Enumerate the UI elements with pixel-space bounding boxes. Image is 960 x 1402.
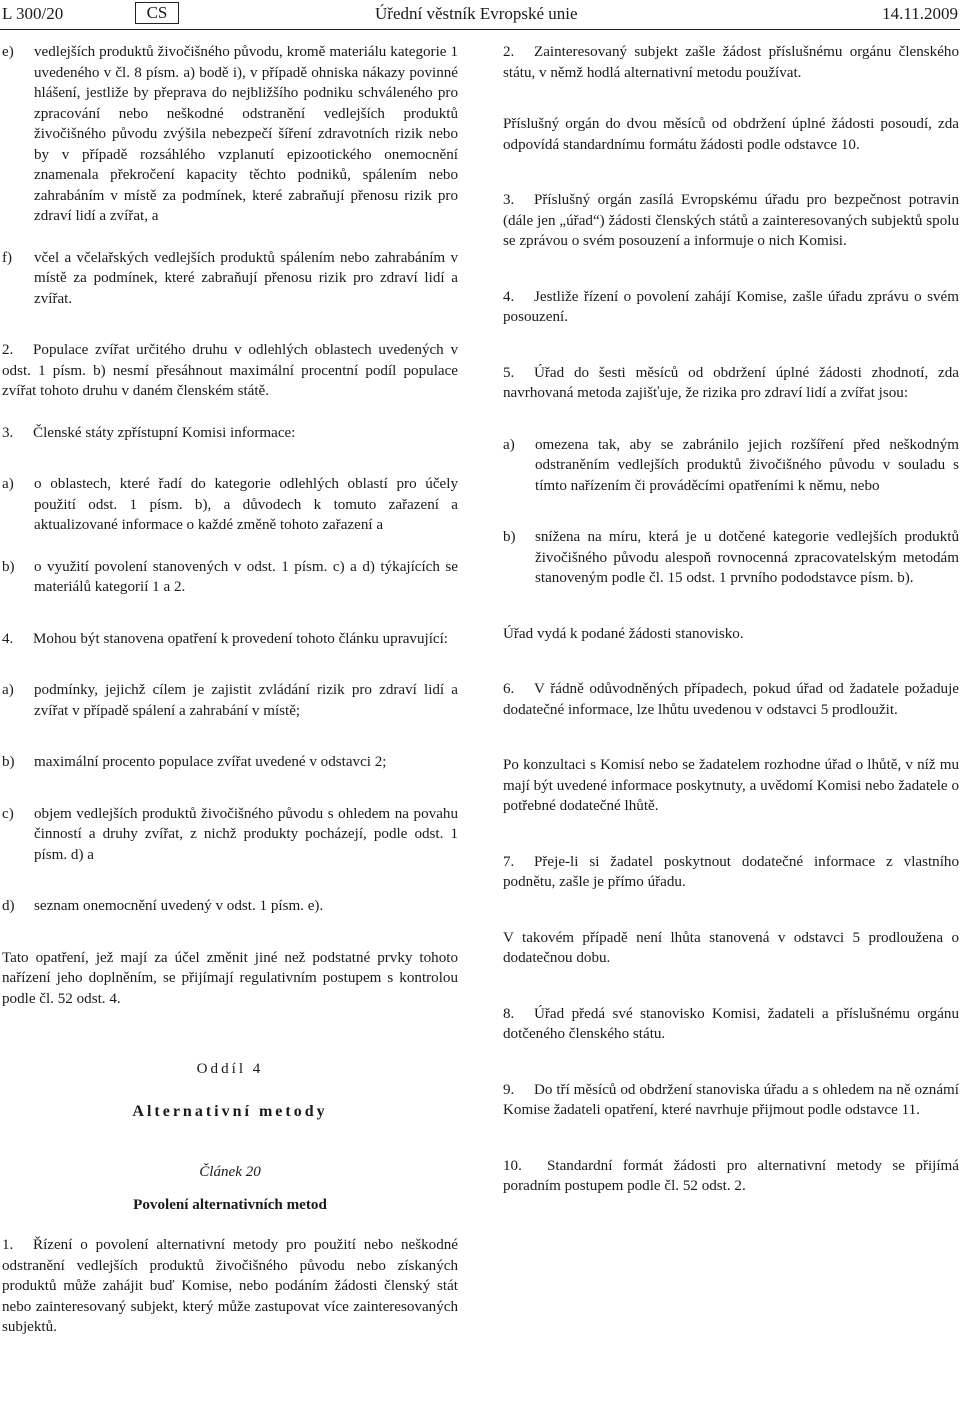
paragraph-1 (2, 1235, 458, 1338)
item-text: objem vedlejších produktů živočišného původu s ohledem na povahu činností a druhy zvířat, z nichž produkty pocházejí, podle odst. 1 písm. d) a (34, 805, 458, 863)
item-label: d) (2, 898, 15, 914)
item-text: podmínky, jejichž cílem je zajistit zvládání rizik pro zdraví lidí a zvířat v případě spálení a zahrabání v místě; (34, 682, 458, 719)
item-label: a) (2, 682, 14, 698)
closing-paragraph: Tato opatření, jež mají za účel změnit jiné než podstatné prvky tohoto nařízení jeho doplněním, se přijímají regulativním postupem s kontrolou podle čl. 52 odst. 4. (2, 949, 458, 1007)
paragraph-number: 1. (2, 1237, 14, 1253)
paragraph-number: 2. (503, 44, 515, 60)
list-item-4c (2, 804, 458, 866)
paragraph-number: 4. (2, 630, 14, 647)
paragraph-number: 10. (503, 1157, 522, 1174)
list-item-3b (2, 557, 458, 598)
paragraph-9 (503, 1080, 959, 1121)
item-text: vedlejších produktů živočišného původu, kromě materiálu kategorie 1 uvedeného v čl. 8 písm. a) bodě i), v případě ohniska nákazy povinné hlášení, jestliže by přeprava do nejbližšího podniku schváleného pro zpracování nebo neškodné odstranění vedlejších produktů živočišného původu zvýšila nebezpečí šíření zdravotních rizik nebo by v případě rozsáhlého vzplanutí epizootického onemocnění znamenala překročení kapacity těchto podniků, spálením nebo zahrabáním v místě za podmínek, které zabraňují přenosu rizik pro zdraví lidí a zvířat, a (34, 44, 458, 224)
journal-title: Úřední věstník Evropské unie (375, 4, 578, 23)
item-text: o oblastech, které řadí do kategorie odlehlých oblastí pro účely použití odst. 1 písm. b), a důvodech k tomuto zařazení a aktualizované informace o každé změně tohoto zařazení a (34, 476, 458, 533)
paragraph-6-continued: Po konzultaci s Komisí nebo se žadatelem rozhodne úřad o lhůtě, v níž mu mají být uvedené informace poskytnuty, a uvědomí Komisi nebo žadatele o potřebné dodatečné lhůtě. (503, 757, 959, 814)
paragraph-number: 6. (503, 681, 515, 697)
paragraph-8 (503, 1004, 959, 1045)
item-label: c) (2, 805, 14, 822)
paragraph-text: Jestliže řízení o povolení zahájí Komise, zašle úřadu zprávu o svém posouzení. (503, 288, 959, 325)
paragraph-5 (503, 363, 959, 404)
language-code-box: CS (135, 2, 179, 24)
paragraph-3 (503, 190, 959, 252)
item-text: maximální procento populace zvířat uvedené v odstavci 2; (34, 754, 387, 770)
item-label: b) (2, 558, 15, 575)
item-label: a) (2, 476, 14, 492)
paragraph-number: 3. (2, 424, 14, 441)
list-item-5a (503, 435, 959, 497)
article-number: Článek 20 (199, 1164, 261, 1180)
paragraph-text: Do tří měsíců od obdržení stanoviska úřadu a s ohledem na ně oznámí Komise žadateli opatření, které navrhuje přijmout podle odstavce 11. (503, 1081, 959, 1118)
paragraph-text: Mohou být stanovena opatření k provedení tohoto článku upravující: (33, 630, 448, 647)
list-item-4b (2, 752, 458, 773)
item-text: včel a včelařských vedlejších produktů spálením nebo zahrabáním v místě za podmínek, které zabraňují přenosu rizik pro zdraví lidí a zvířat. (34, 249, 458, 307)
page-number: L 300/20 (2, 4, 64, 23)
paragraph-10 (503, 1156, 959, 1197)
item-label: b) (2, 754, 15, 770)
paragraph-2 (503, 42, 959, 83)
paragraph-5-continued: Úřad vydá k podané žádosti stanovisko. (503, 625, 744, 642)
paragraph-number: 8. (503, 1005, 515, 1022)
left-column (2, 42, 458, 1359)
paragraph-number: 5. (503, 364, 515, 381)
right-column (503, 42, 959, 1218)
paragraph-text: Populace zvířat určitého druhu v odlehlých oblastech uvedených v odst. 1 písm. b) nesmí přesáhnout maximální procentní podíl populace zvířat tohoto druhu v daném členském státě. (2, 342, 458, 399)
paragraph-6 (503, 679, 959, 720)
paragraph-number: 9. (503, 1081, 515, 1098)
paragraph-text: Úřad do šesti měsíců od obdržení úplné žádosti zhodnotí, zda navrhovaná metoda zajišťuje, že rizika pro zdraví lidí a zvířat jsou: (503, 364, 959, 401)
paragraph-text: Úřad předá své stanovisko Komisi, žadateli a příslušnému orgánu dotčeného členského státu. (503, 1005, 959, 1042)
paragraph-text: Standardní formát žádosti pro alternativní metody se přijímá poradním postupem podle čl. 52 odst. 2. (503, 1157, 959, 1194)
article-title: Povolení alternativních metod (133, 1196, 327, 1213)
item-text: o využití povolení stanovených v odst. 1 písm. c) a d) týkajících se materiálů kategorií 1 a 2. (34, 558, 458, 595)
section-title: Alternativní metody (132, 1102, 328, 1120)
paragraph-text: Příslušný orgán zasílá Evropskému úřadu pro bezpečnost potravin (dále jen „úřad“) žádosti členských států a zainteresovaných subjektů spolu se zprávou o svém posouzení a informuje o nich Komisi. (503, 192, 959, 249)
paragraph-3 (2, 423, 458, 444)
paragraph-number: 3. (503, 192, 515, 208)
list-item-5b (503, 527, 959, 589)
paragraph-2 (2, 340, 458, 402)
paragraph-text: Řízení o povolení alternativní metody pro použití nebo neškodné odstranění vedlejších produktů živočišného původu nebo získaných produktů může zahájit buď Komise, nebo podáním žádosti členský stát nebo zainteresovaný subjekt, který může zastupovat více zainteresovaných subjektů. (2, 1237, 458, 1335)
page-header (0, 0, 960, 30)
list-item-e (2, 42, 458, 227)
item-label: b) (503, 529, 516, 545)
list-item-4a (2, 680, 458, 721)
publication-date: 14.11.2009 (882, 4, 958, 23)
section-heading: Oddíl 4 (196, 1061, 264, 1077)
paragraph-4 (2, 629, 458, 650)
paragraph-7-continued: V takovém případě není lhůta stanovená v odstavci 5 prodloužena o dodatečnou dobu. (503, 929, 959, 966)
paragraph-2-continued: Příslušný orgán do dvou měsíců od obdržení úplné žádosti posoudí, zda odpovídá standardnímu formátu žádosti podle odstavce 10. (503, 116, 959, 153)
item-text: omezena tak, aby se zabránilo jejich rozšíření před neškodným odstraněním vedlejších produktů živočišného původu v souladu s tímto nařízením či prováděcími opatřeními k němu, nebo (535, 436, 959, 494)
item-label: e) (2, 44, 14, 60)
paragraph-number: 7. (503, 853, 515, 870)
header-rule (0, 29, 960, 30)
paragraph-7 (503, 852, 959, 893)
paragraph-4 (503, 287, 959, 328)
item-text: seznam onemocnění uvedený v odst. 1 písm. e). (34, 898, 324, 914)
item-label: a) (503, 436, 515, 453)
item-label: f) (2, 249, 13, 266)
list-item-f (2, 248, 458, 310)
list-item-3a (2, 474, 458, 536)
item-text: snížena na míru, která je u dotčené kategorie vedlejších produktů živočišného původu alespoň rovnocenná zpracovatelským metodám stanoveným podle čl. 15 odst. 1 prvního pododstavce písm. b). (535, 529, 959, 586)
paragraph-text: Zainteresovaný subjekt zašle žádost příslušnému orgánu členského státu, v němž hodlá alternativní metodu používat. (503, 44, 959, 81)
paragraph-number: 2. (2, 342, 14, 358)
paragraph-text: Členské státy zpřístupní Komisi informace: (33, 424, 296, 441)
paragraph-number: 4. (503, 288, 515, 305)
list-item-4d (2, 896, 458, 917)
paragraph-text: V řádně odůvodněných případech, pokud úřad od žadatele požaduje dodatečné informace, lze lhůtu uvedenou v odstavci 5 prodloužit. (503, 681, 959, 718)
paragraph-text: Přeje-li si žadatel poskytnout dodatečné informace z vlastního podnětu, zašle je přímo úřadu. (503, 853, 959, 890)
